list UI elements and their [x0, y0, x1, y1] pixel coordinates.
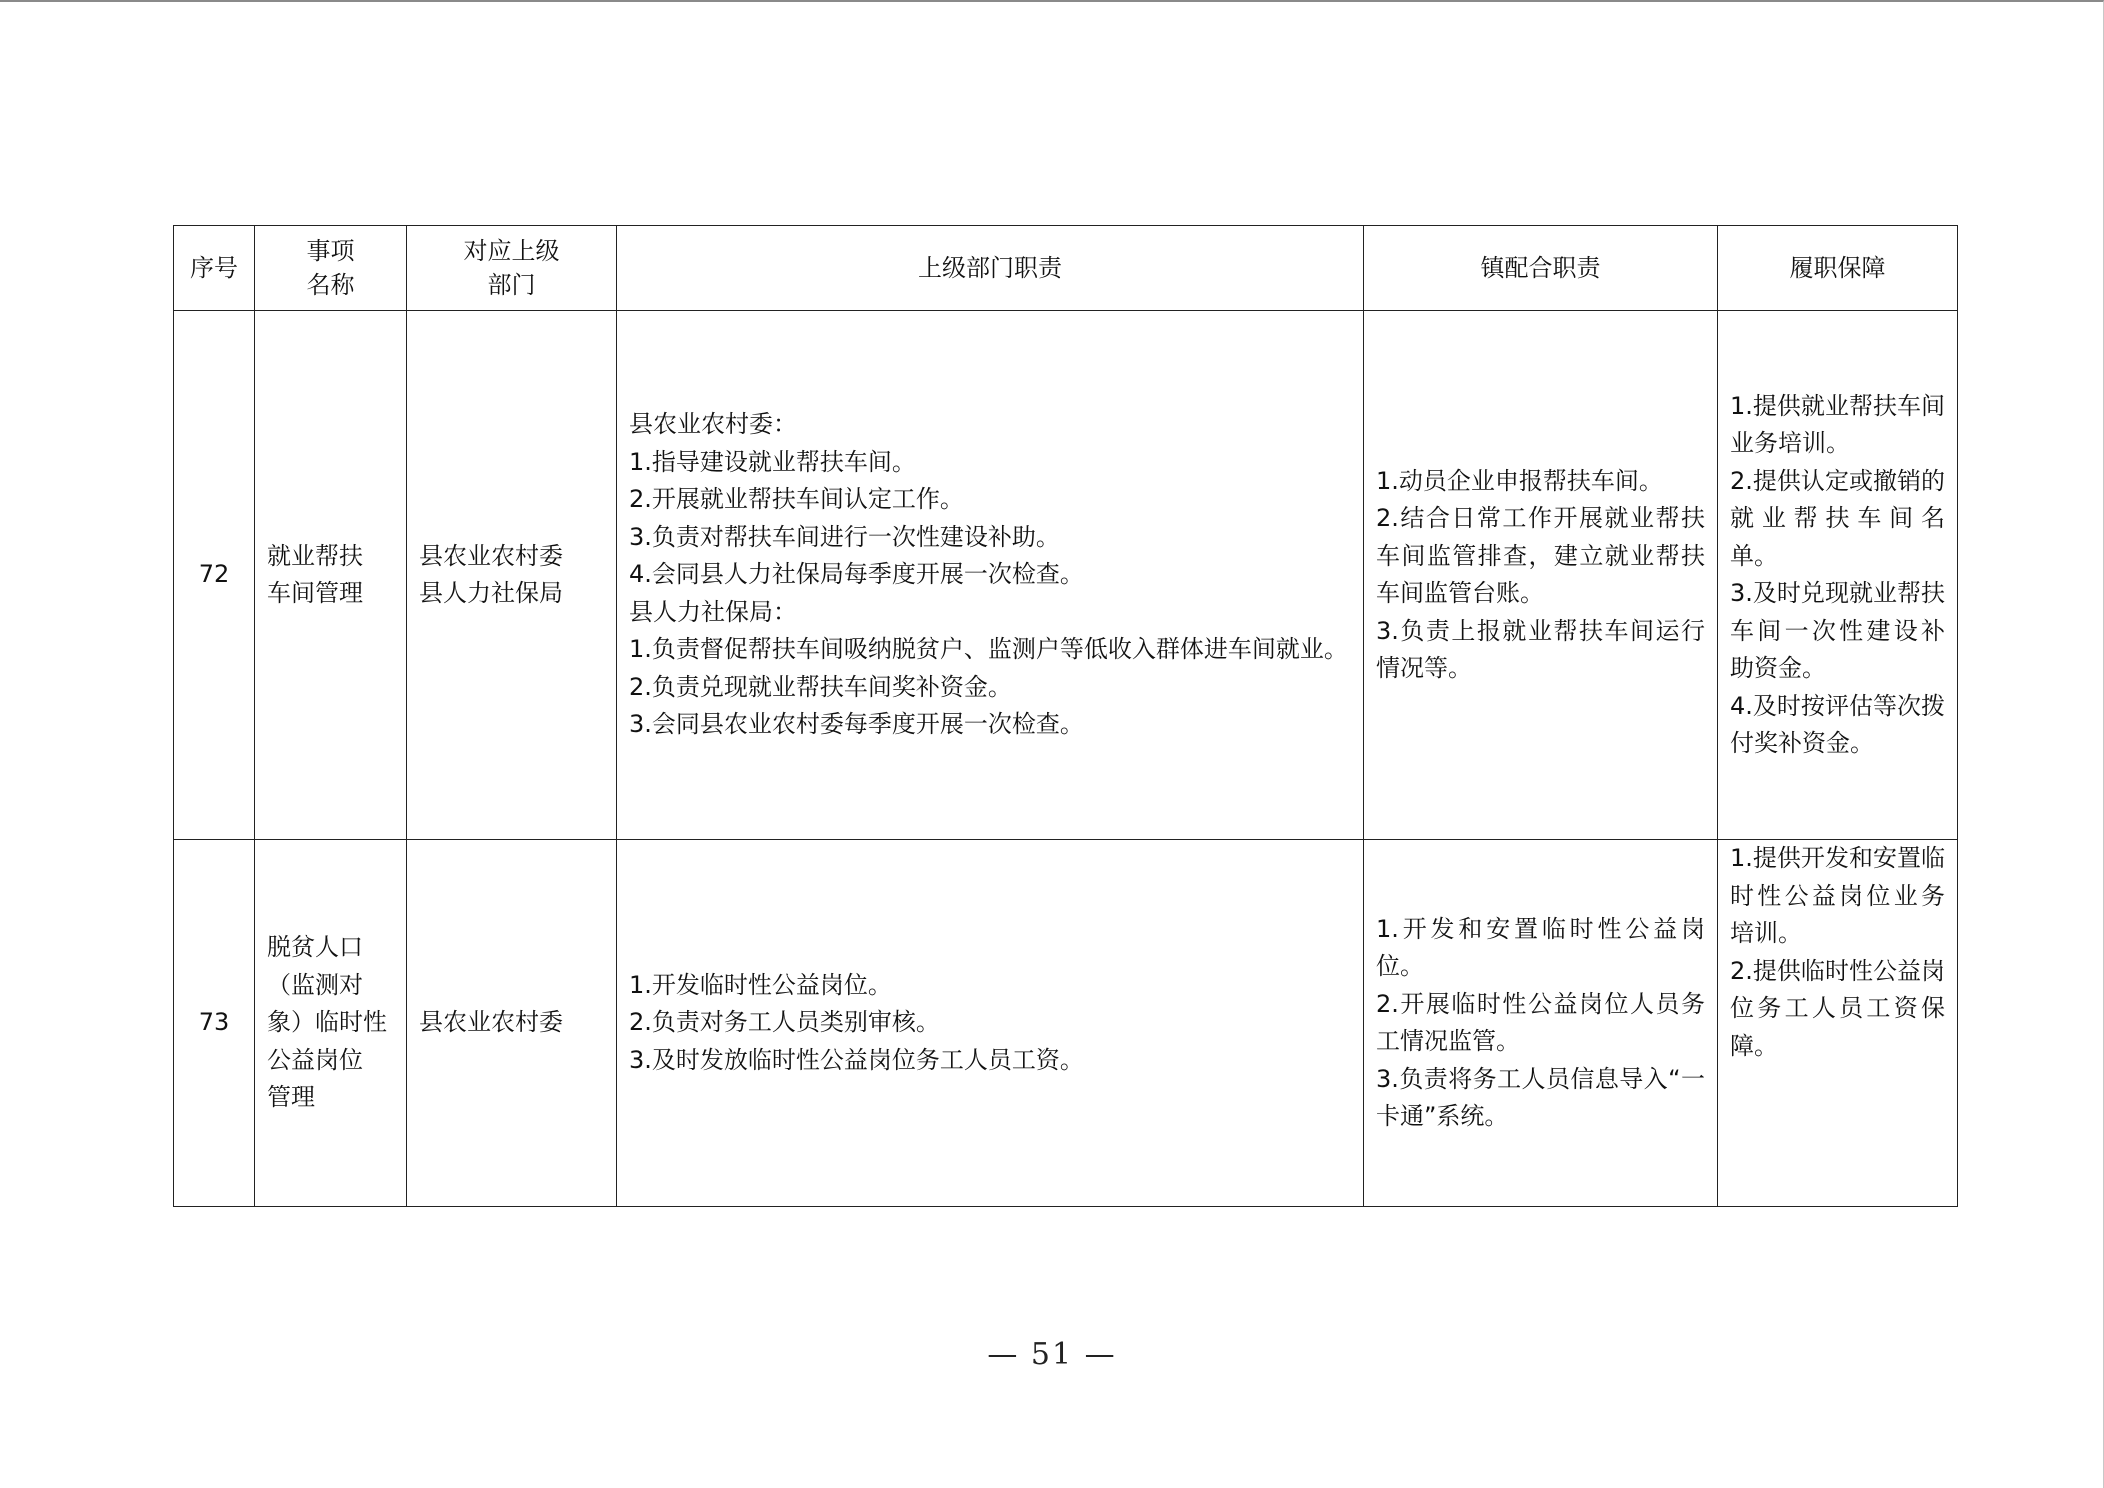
duty-line: 4.会同县人力社保局每季度开展一次检查。 [629, 560, 1084, 589]
table-row [174, 840, 1958, 1207]
superior-dept [407, 840, 617, 1207]
duty-line: 县人力社保局： [629, 597, 797, 626]
guarantee-line: 1.提供就业帮扶车间业务培训。 [1730, 391, 1945, 457]
superior-duties [617, 840, 1364, 1207]
duty-line: 1.开发临时性公益岗位。 [629, 970, 892, 999]
table-header-row [174, 226, 1958, 311]
item-name-line: 管理 [267, 1083, 315, 1112]
duty-table [173, 225, 1958, 1207]
town-duty-line: 2.结合日常工作开展就业帮扶车间监管排查，建立就业帮扶车间监管台账。 [1376, 504, 1705, 607]
duty-line: 2.开展就业帮扶车间认定工作。 [629, 485, 964, 514]
header-superior: 上级部门职责 [617, 226, 1364, 311]
town-duties [1364, 311, 1718, 840]
duty-line: 1.负责督促帮扶车间吸纳脱贫户、监测户等低收入群体进车间就业。 [629, 635, 1348, 664]
duty-line: 3.会同县农业农村委每季度开展一次检查。 [629, 710, 1084, 739]
header-town: 镇配合职责 [1364, 226, 1718, 311]
duty-line: 3.及时发放临时性公益岗位务工人员工资。 [629, 1045, 1084, 1074]
duty-line: 1.指导建设就业帮扶车间。 [629, 447, 916, 476]
town-duty-line: 2.开展临时性公益岗位人员务工情况监管。 [1376, 989, 1705, 1055]
superior-duties [617, 311, 1364, 840]
page-number: — 51 — [987, 1337, 1117, 1372]
item-name-line: 脱贫人口 [267, 933, 363, 962]
header-name-line2: 名称 [306, 271, 355, 299]
superior-dept [407, 311, 617, 840]
guarantee [1718, 840, 1958, 1207]
guarantee-line: 3.及时兑现就业帮扶车间一次性建设补助资金。 [1730, 579, 1945, 682]
dept-line: 县农业农村委 [419, 541, 563, 570]
duty-line: 2.负责兑现就业帮扶车间奖补资金。 [629, 672, 1012, 701]
guarantee [1718, 311, 1958, 840]
header-name [255, 226, 407, 311]
item-name-line: 车间管理 [267, 579, 363, 607]
header-dept-line1: 对应上级 [463, 237, 560, 265]
duty-line: 3.负责对帮扶车间进行一次性建设补助。 [629, 522, 1060, 551]
header-name-line1: 事项 [306, 237, 355, 265]
town-duty-line: 1.开发和安置临时性公益岗位。 [1376, 914, 1705, 980]
item-name [255, 840, 407, 1207]
guarantee-line: 1.提供开发和安置临时性公益岗位业务培训。 [1730, 844, 1945, 947]
town-duty-line: 1.动员企业申报帮扶车间。 [1376, 466, 1663, 495]
town-duties [1364, 840, 1718, 1207]
duty-line: 县农业农村委： [629, 410, 797, 439]
header-guarantee: 履职保障 [1718, 226, 1958, 311]
item-name-line: 就业帮扶 [267, 541, 363, 570]
dept-line: 县农业农村委 [419, 1008, 563, 1037]
town-duty-line: 3.负责上报就业帮扶车间运行情况等。 [1376, 616, 1705, 682]
row-number: 73 [174, 840, 255, 1207]
header-dept-line2: 部门 [487, 271, 536, 299]
guarantee-line: 2.提供认定或撤销的就业帮扶车间名单。 [1730, 466, 1945, 570]
item-name-line: （监测对 [267, 970, 363, 999]
town-duty-line: 3.负责将务工人员信息导入“一卡通”系统。 [1376, 1064, 1705, 1130]
guarantee-line: 4.及时按评估等次拨付奖补资金。 [1730, 691, 1945, 757]
header-no: 序号 [174, 226, 255, 311]
item-name-line: 象）临时性 [267, 1008, 387, 1037]
item-name-line: 公益岗位 [267, 1045, 363, 1074]
dept-line: 县人力社保局 [419, 579, 563, 607]
header-dept [407, 226, 617, 311]
item-name [255, 311, 407, 840]
table-row [174, 311, 1958, 840]
duty-line: 2.负责对务工人员类别审核。 [629, 1008, 940, 1037]
row-number: 72 [174, 311, 255, 840]
guarantee-line: 2.提供临时性公益岗位务工人员工资保障。 [1730, 956, 1945, 1060]
